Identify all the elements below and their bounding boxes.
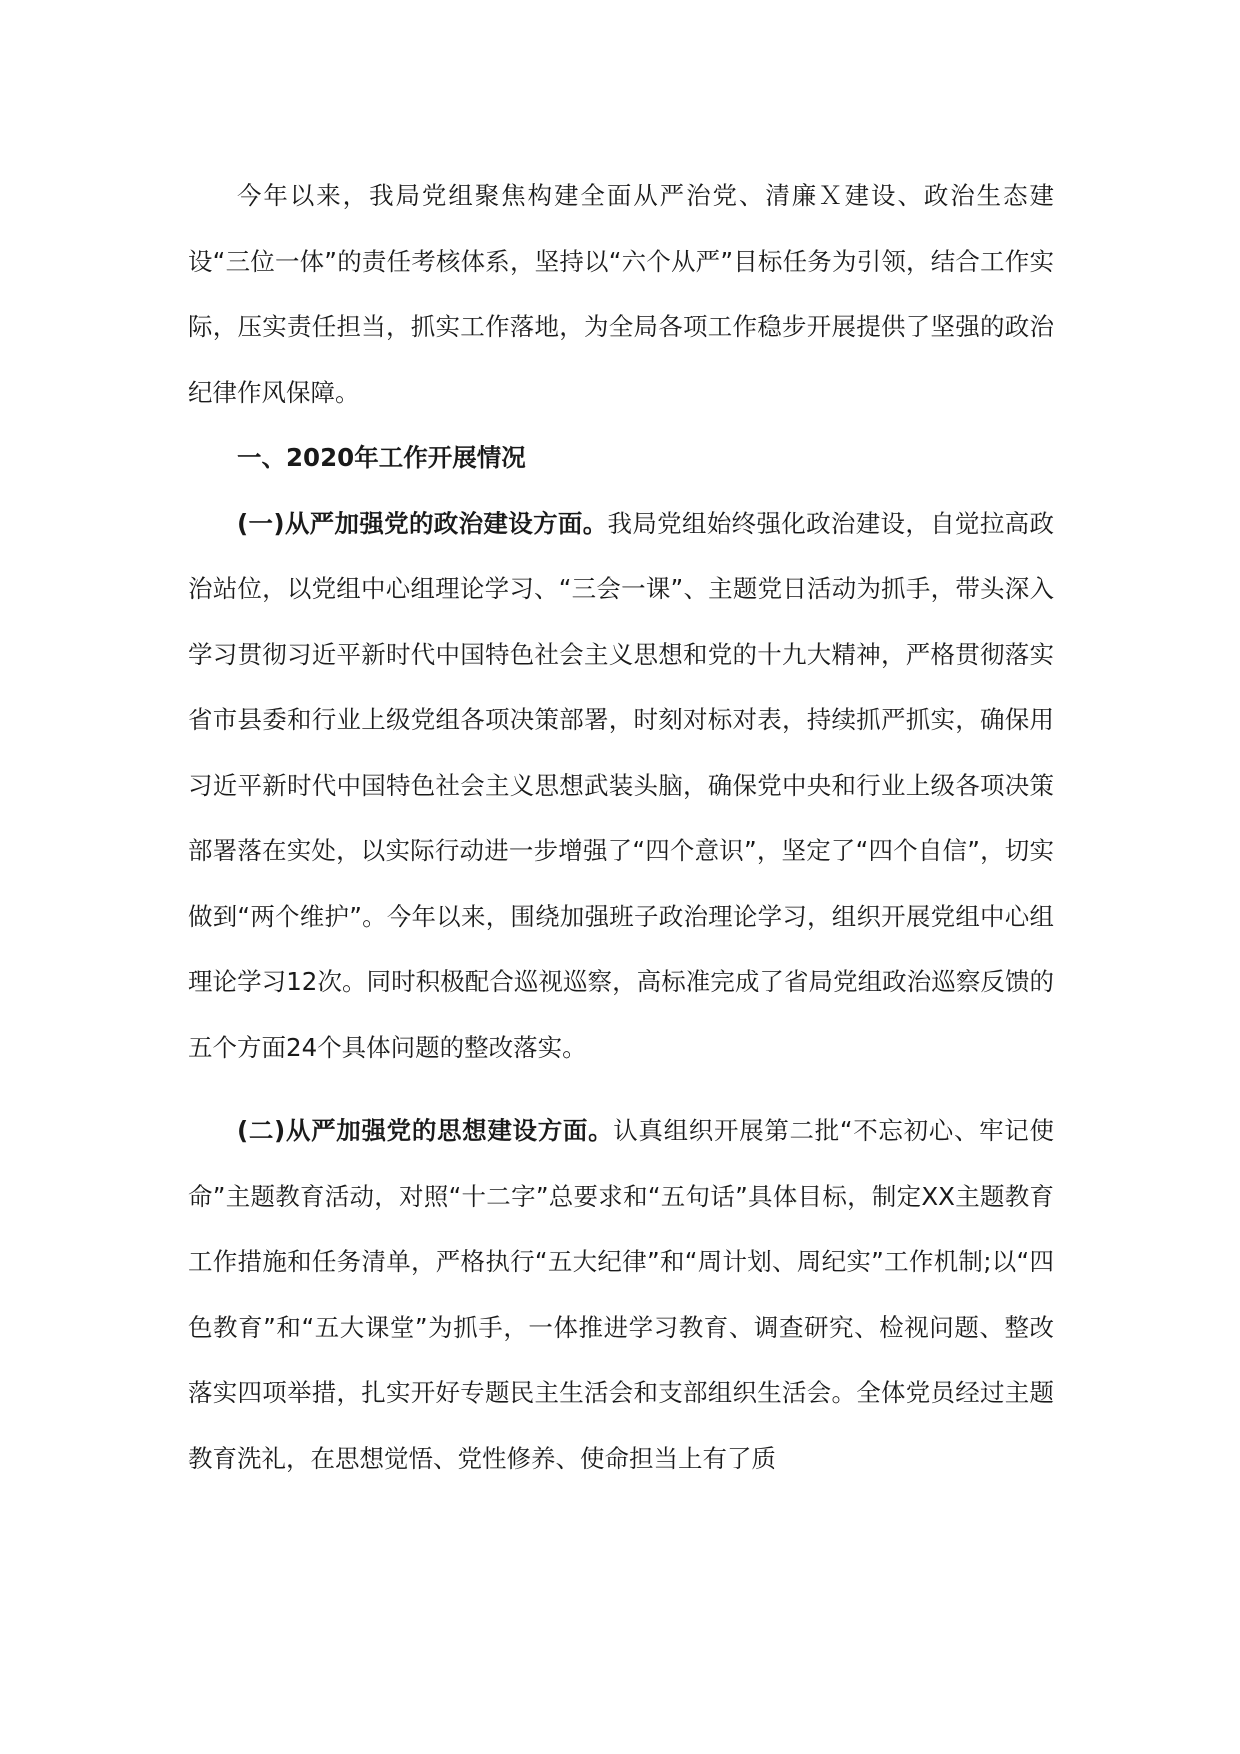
section-heading: 一、2020年工作开展情况 (237, 443, 526, 472)
item-paragraph-1 (188, 491, 1054, 1081)
intro-paragraph: 今年以来，我局党组聚焦构建全面从严治党、清廉Ｘ建设、政治生态建设“三位一体”的责任考核体系，坚持以“六个从严”目标任务为引领，结合工作实际，压实责任担当，抓实工作落地，为全局各项工作稳步开展提供了坚强的政治纪律作风保障。 (188, 181, 1054, 407)
item-paragraph-2 (188, 1098, 1054, 1491)
paragraph-spacer (188, 1080, 1054, 1098)
item-body-1: 我局党组始终强化政治建设，自觉拉高政治站位，以党组中心组理论学习、“三会一课”、主题党日活动为抓手，带头深入学习贯彻习近平新时代中国特色社会主义思想和党的十九大精神，严格贯彻落实省市县委和行业上级党组各项决策部署，时刻对标对表，持续抓严抓实，确保用习近平新时代中国特色社会主义思想武装头脑，确保党中央和行业上级各项决策部署落在实处，以实际行动进一步增强了“四个意识”，坚定了“四个自信”，切实做到“两个维护”。今年以来，围绕加强班子政治理论学习，组织开展党组中心组理论学习12次。同时积极配合巡视巡察，高标准完成了省局党组政治巡察反馈的五个方面24个具体问题的整改落实。 (188, 508, 1054, 1062)
item-lead-2: (二)从严加强党的思想建设方面。 (237, 1116, 614, 1145)
item-body-2: 认真组织开展第二批“不忘初心、牢记使命”主题教育活动，对照“十二字”总要求和“五句话”具体目标，制定XX主题教育工作措施和任务清单，严格执行“五大纪律”和“周计划、周纪实”工作机制;以“四色教育”和“五大课堂”为抓手，一体推进学习教育、调查研究、检视问题、整改落实四项举措，扎实开好专题民主生活会和支部组织生活会。全体党员经过主题教育洗礼，在思想觉悟、党性修养、使命担当上有了质 (188, 1116, 1054, 1473)
item-lead-1: (一)从严加强党的政治建设方面。 (237, 508, 608, 538)
